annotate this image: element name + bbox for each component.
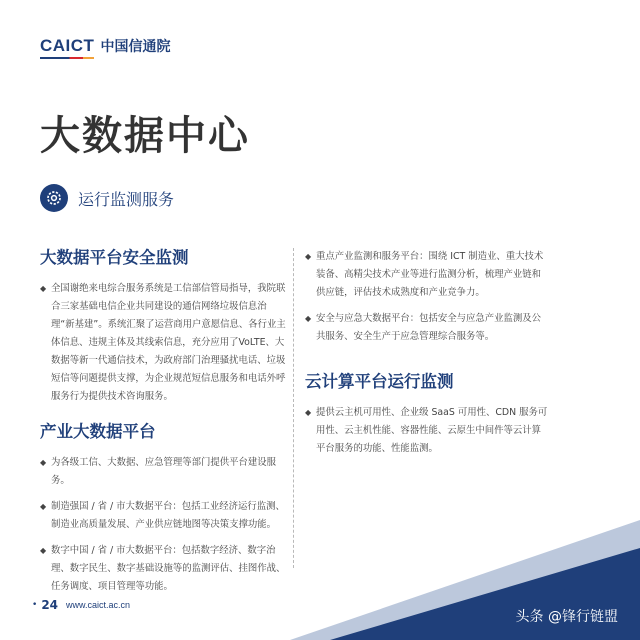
list-item: ◆ 提供云主机可用性、企业级 SaaS 可用性、CDN 服务可用性、云主机性能、容器性能、云原生中间件等云计算平台服务的功能、性能监测。 — [305, 404, 550, 458]
section-heading-industry-platform: 产业大数据平台 — [40, 422, 156, 441]
section-heading-cloud-monitoring: 云计算平台运行监测 — [305, 372, 454, 391]
service-label: 运行监测服务 — [78, 189, 175, 209]
page-title: 大数据中心 — [40, 113, 250, 159]
bullet-dot: • — [32, 600, 38, 610]
list-item: ◆ 安全与应急大数据平台：包括安全与应急产业监测及公共服务、安全生产于应急管理综合服务等。 — [305, 310, 550, 346]
list-item: ◆ 重点产业监测和服务平台：围绕 ICT 制造业、重大技术装备、高精尖技术产业等进行监测分析，梳理产业链和供应链，评估技术成熟度和产业竞争力。 — [305, 248, 550, 302]
watermark: 头条 @锋行链盟 — [515, 609, 618, 625]
page-number: 24 — [41, 598, 59, 612]
list-item: ◆ 为各级工信、大数据、应急管理等部门提供平台建设服务。 — [40, 454, 290, 490]
logo-en-text: CAICT — [40, 36, 95, 55]
list-item: ◆ 制造强国 / 省 / 市大数据平台：包括工业经济运行监测、制造业高质量发展、产业供应链地图等决策支撑功能。 — [40, 498, 290, 534]
page-footer — [32, 598, 130, 612]
list-item: ◆ 全国谢绝来电综合服务系统是工信部信管局指导，我院联合三家基础电信企业共同建设的通信网络垃圾信息治理“新基建”。系统汇聚了运营商用户意愿信息、各行业主体信息、违规主体及其线索信息，充分应用了VoLTE、大数据等新一代通信技术，为政府部门治理骚扰电话、垃圾短信等问题提供支撑，为企业规范短信息服务和电话外呼服务行为提供技术咨询服务。 — [40, 280, 290, 406]
section-heading-platform-security: 大数据平台安全监测 — [40, 248, 189, 267]
footer-url: www.caict.ac.cn — [66, 600, 131, 610]
list-item: ◆ 数字中国 / 省 / 市大数据平台：包括数字经济、数字治理、数字民生、数字基础设施等的监测评估、挂图作战、任务调度、项目管理等功能。 — [40, 542, 290, 596]
logo-cn-text: 中国信通院 — [100, 39, 171, 55]
